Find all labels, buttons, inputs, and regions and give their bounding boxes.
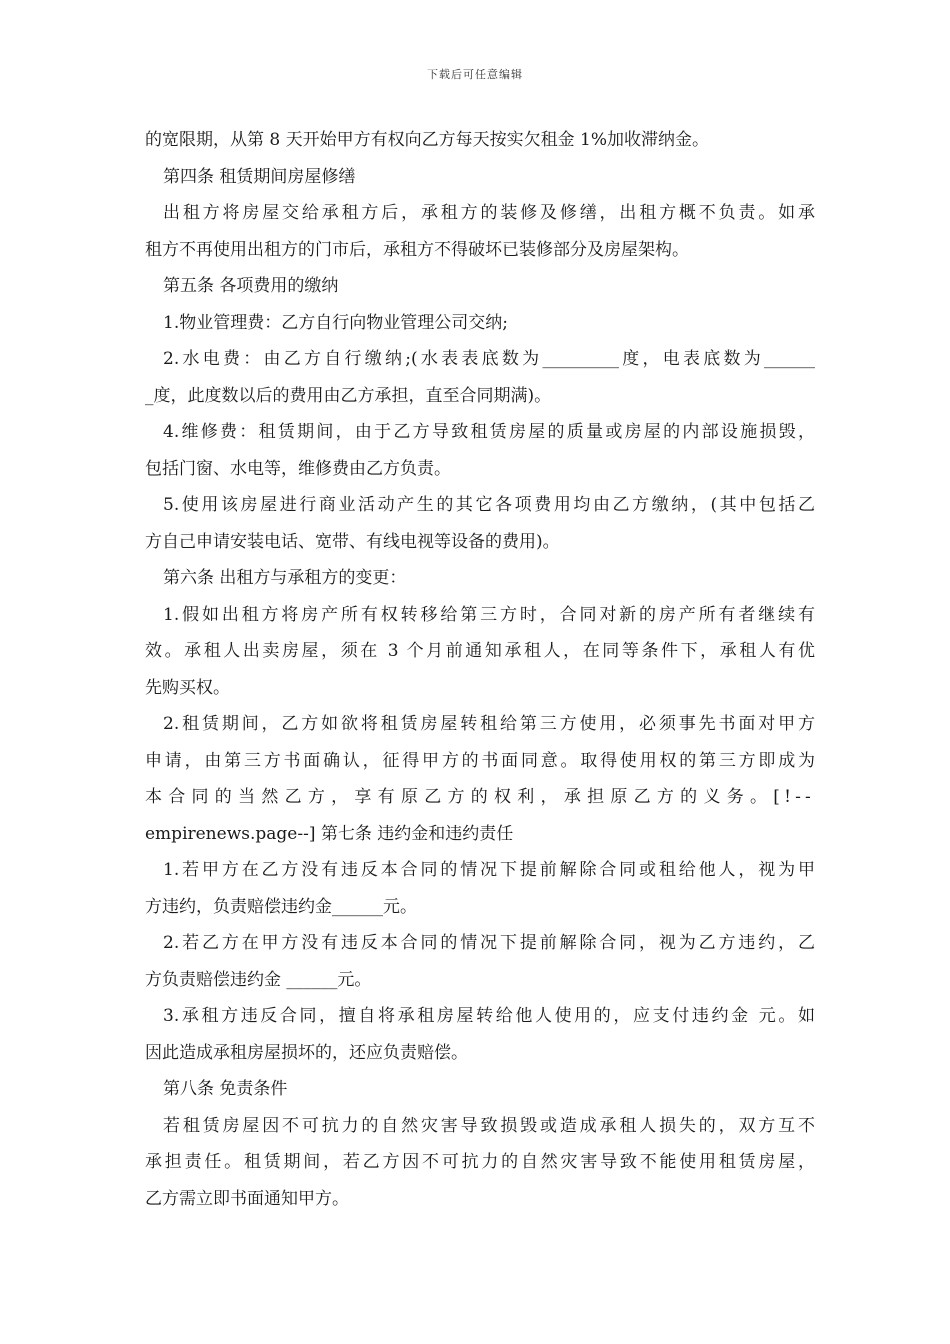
text-line: 方违约，负责赔偿违约金______元。 <box>145 896 417 917</box>
text-line: _度，此度数以后的费用由乙方承担，直至合同期满)。 <box>145 385 552 406</box>
text-line: 第八条 免责条件 <box>163 1079 288 1099</box>
text-line: 租方不再使用出租方的门市后，承租方不得破坏已装修部分及房屋架构。 <box>145 239 689 260</box>
text-line: 乙方需立即书面通知甲方。 <box>145 1188 349 1209</box>
text-line: 2.若乙方在甲方没有违反本合同的情况下提前解除合同，视为乙方违约，乙 <box>163 933 815 953</box>
text-line: 第五条 各项费用的缴纳 <box>163 276 339 296</box>
text-line: 因此造成承租房屋损坏的，还应负责赔偿。 <box>145 1042 468 1063</box>
text-line: 方自己申请安装电话、宽带、有线电视等设备的费用)。 <box>145 531 560 552</box>
text-line: 3.承租方违反合同，擅自将承租房屋转给他人使用的，应支付违约金 元。如 <box>163 1006 815 1026</box>
text-line: 方负责赔偿违约金 ______元。 <box>145 969 372 990</box>
text-line: 2.水电费：由乙方自行缴纳;(水表表底数为_________度，电表底数为______ <box>163 349 815 369</box>
page-header: 下载后可任意编辑 <box>427 68 523 81</box>
text-line: 1.若甲方在乙方没有违反本合同的情况下提前解除合同或租给他人，视为甲 <box>163 860 815 880</box>
text-line: 出租方将房屋交给承租方后，承租方的装修及修缮，出租方概不负责。如承 <box>163 203 815 223</box>
text-line: 1.物业管理费：乙方自行向物业管理公司交纳; <box>163 312 508 333</box>
text-line: 承担责任。租赁期间，若乙方因不可抗力的自然灾害导致不能使用租赁房屋， <box>145 1152 815 1172</box>
text-line: 4.维修费：租赁期间，由于乙方导致租赁房屋的质量或房屋的内部设施损毁， <box>163 422 815 442</box>
text-line: 1.假如出租方将房产所有权转移给第三方时，合同对新的房产所有者继续有 <box>163 604 815 625</box>
text-line: 5.使用该房屋进行商业活动产生的其它各项费用均由乙方缴纳，(其中包括乙 <box>163 495 815 515</box>
text-line: 本合同的当然乙方，享有原乙方的权利，承担原乙方的义务。[!-- <box>145 787 815 807</box>
text-line: 若租赁房屋因不可抗力的自然灾害导致损毁或造成承租人损失的，双方互不 <box>163 1115 815 1136</box>
text-line: 的宽限期，从第 8 天开始甲方有权向乙方每天按实欠租金 1%加收滞纳金。 <box>145 130 709 150</box>
document-body <box>145 122 815 1217</box>
text-line: 2.租赁期间，乙方如欲将租赁房屋转租给第三方使用，必须事先书面对甲方 <box>163 714 815 734</box>
text-line: 包括门窗、水电等，维修费由乙方负责。 <box>145 458 451 479</box>
text-line: 第六条 出租方与承租方的变更： <box>163 568 407 588</box>
text-line: 申请，由第三方书面确认，征得甲方的书面同意。取得使用权的第三方即成为 <box>145 750 815 771</box>
text-line: 先购买权。 <box>145 677 230 698</box>
text-line: empirenews.page--] 第七条 违约金和违约责任 <box>145 823 514 844</box>
text-line: 第四条 租赁期间房屋修缮 <box>163 166 356 187</box>
text-line: 效。承租人出卖房屋，须在 3 个月前通知承租人，在同等条件下，承租人有优 <box>145 641 815 661</box>
